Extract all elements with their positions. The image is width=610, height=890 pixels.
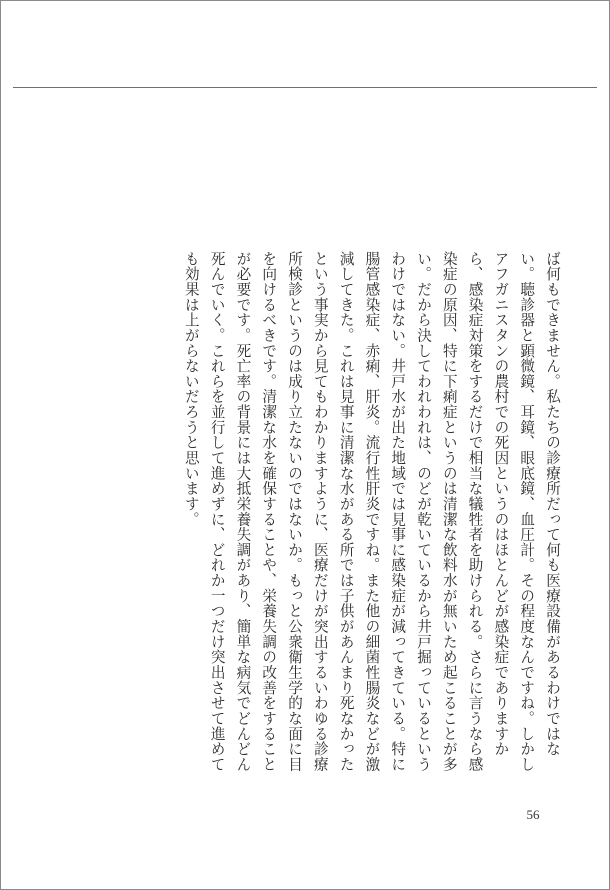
body-paragraph: ば何もできません。私たちの診療所だって何も医療設備があるわけではない。聴診器と顕微鏡、耳鏡、眼底鏡、血圧計。その程度なんですね。しかしアフガニスタンの農村での死因というのはほとんどが感染症でありますから、感染症対策をするだけで相当な犠牲者を助けられる。さらに言うなら感染症の原因、特に下痢症というのは清潔な飲料水が無いため起こることが多い。だから決してわれわれは、のどが乾いているから井戸掘っているというわけではない。井戸水が出た地域では見事に感染症が減ってきている。特に腸管感染症、赤痢、肝炎。流行性肝炎ですね。また他の細菌性腸炎などが激減してきた。これは見事に清潔な水がある所では子供があんまり死なかったという事実から見てもわかりますように、医療だけが突出するいわゆる診療所検診というのは成り立たないのではないか。もっと公衆衛生学的な面に目を向けるべきです。清潔な水を確保することや、栄養失調の改善をすることが必要です。死亡率の背景には大抵栄養失調があり、簡単な病気でどんどん死んでいく。これらを並行して進めずに、どれか一つだけ突出させて進めても効果は上がらないだろうと思います。 (182, 251, 561, 772)
header-rule (13, 87, 597, 88)
page-number: 56 (526, 807, 540, 822)
